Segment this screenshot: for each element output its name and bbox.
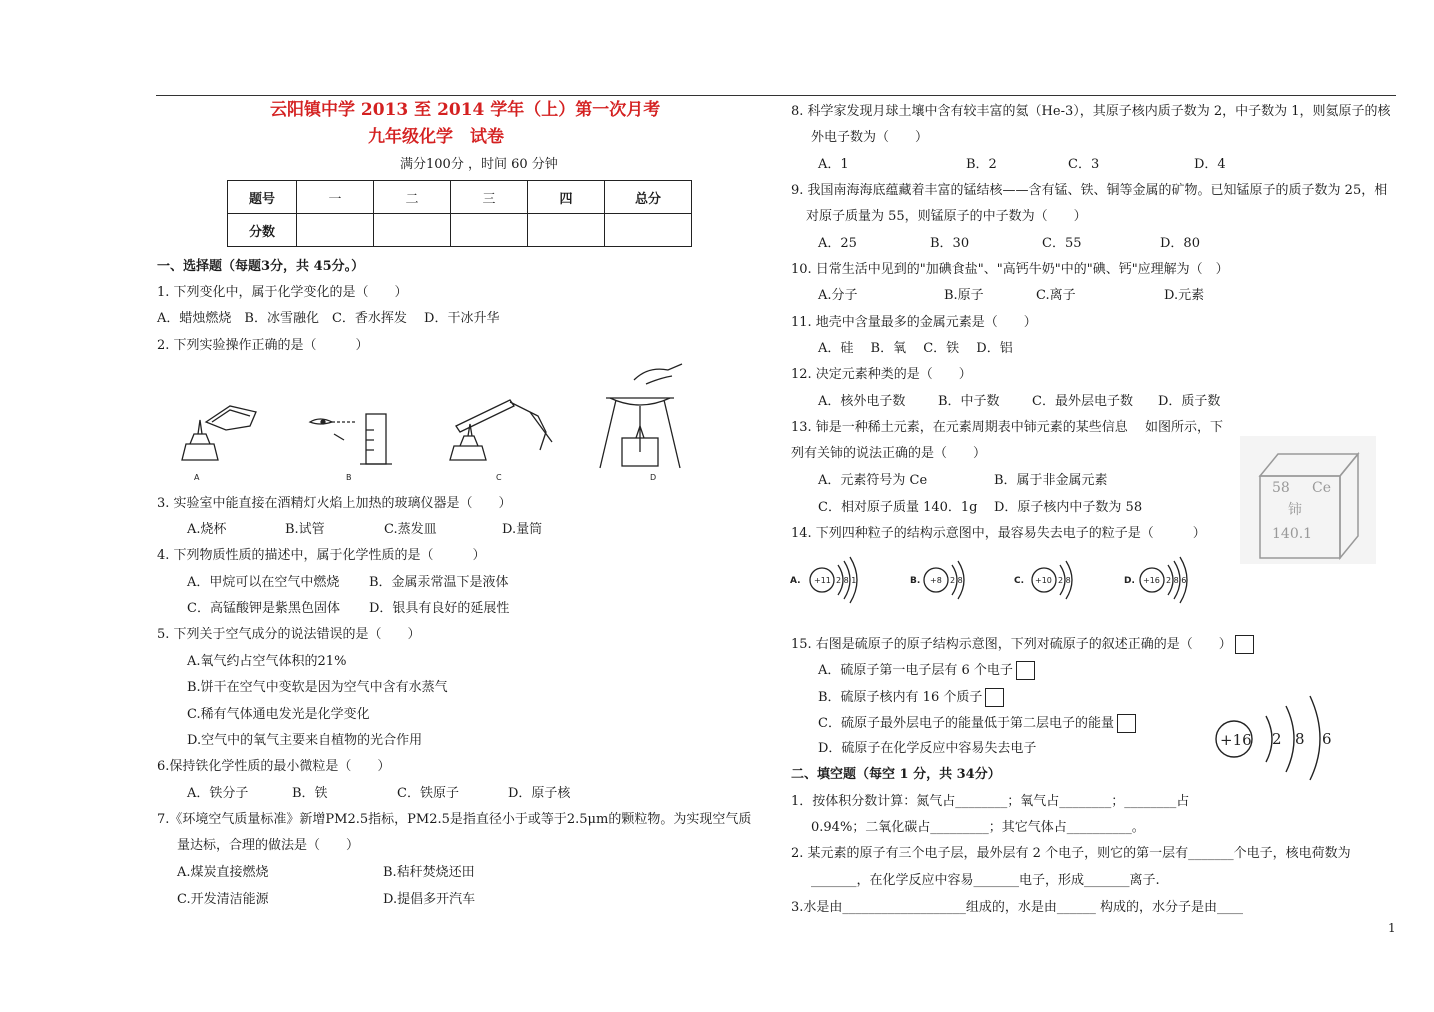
q7-option-b: B.秸秆焚烧还田 [383, 865, 475, 880]
sulfur-shell-1: 2 [1272, 730, 1282, 748]
fill1-line1: 1．按体积分数计算：氮气占________；氧气占________；________占 [791, 794, 1190, 809]
particle-electrons-c: 2 8 [1058, 576, 1071, 585]
score-cell: 四 [528, 181, 605, 214]
particle-label-a: A. [790, 576, 801, 586]
q15-option-b-text: B．硫原子核内有 16 个质子 [818, 690, 983, 705]
q8-stem-cont: 外电子数为（ ） [811, 130, 929, 145]
page-number: 1 [1388, 921, 1396, 935]
score-cell: 总分 [605, 181, 692, 214]
q4-option-a: A．甲烷可以在空气中燃烧 [187, 575, 340, 590]
q15-option-d: D．硫原子在化学反应中容易失去电子 [818, 741, 1037, 756]
q13-option-d: D．原子核内中子数为 58 [994, 500, 1143, 515]
q13-option-b: B．属于非金属元素 [994, 473, 1108, 488]
fill2-line2: _______，在化学反应中容易_______电子，形成_______离子. [811, 873, 1160, 888]
section2-heading: 二、填空题（每空 1 分，共 34分） [791, 767, 1001, 782]
q13-option-c: C．相对原子质量 140．1g [818, 500, 978, 515]
particle-structure-figure [790, 555, 1210, 610]
exam-info: 满分100分 ，时间 60 分钟 [400, 157, 558, 172]
element-name: 铈 [1288, 502, 1302, 518]
q7-stem: 7.《环境空气质量标准》新增PM2.5指标，PM2.5是指直径小于或等于2.5μm的颗粒物。为实现空气质 [157, 812, 752, 827]
q3-option-c: C.蒸发皿 [384, 522, 437, 537]
q3-option-a: A.烧杯 [187, 522, 227, 537]
cerium-element-card [1240, 436, 1380, 566]
q5-option-b: B.饼干在空气中变软是因为空气中含有水蒸气 [187, 680, 448, 695]
q10-option-a: A.分子 [818, 288, 858, 303]
q5-option-d: D.空气中的氧气主要来自植物的光合作用 [187, 733, 423, 748]
score-table [227, 180, 692, 247]
q9-option-c: C．55 [1042, 236, 1082, 251]
element-number: 58 [1272, 480, 1290, 496]
q15-option-a [818, 661, 1035, 680]
top-rule [156, 95, 1396, 96]
score-input-cell[interactable] [374, 214, 451, 247]
q9-option-b: B．30 [930, 236, 970, 251]
checkbox[interactable] [1117, 714, 1136, 733]
heating-test-tube-icon [450, 400, 552, 460]
q1-stem: 1. 下列变化中，属于化学变化的是（ ） [157, 285, 408, 300]
q8-option-d: D．4 [1194, 157, 1226, 172]
q10-stem: 10. 日常生活中见到的"加碘食盐"、"高钙牛奶"中的"碘、钙"应理解为（ ） [791, 262, 1229, 277]
score-table-score-row [228, 214, 692, 247]
element-mass: 140.1 [1272, 526, 1313, 542]
q15-stem [791, 635, 1254, 654]
score-input-cell[interactable] [297, 214, 374, 247]
fill3-line1: 3.水是由___________________组成的，水是由______ 构成的，水分子是由____ [791, 900, 1244, 915]
score-input-cell[interactable] [605, 214, 692, 247]
q11-options: A．硅 B．氧 C．铁 D．铝 [818, 341, 1013, 356]
q7-option-d: D.提倡多开汽车 [383, 892, 476, 907]
score-cell: 分数 [228, 214, 297, 247]
q13-stem: 13. 铈是一种稀土元素，在元素周期表中铈元素的某些信息 如图所示，下 [791, 420, 1223, 435]
q10-option-d: D.元素 [1164, 288, 1205, 303]
sulfur-shell-3: 6 [1322, 730, 1332, 748]
q7-option-a: A.煤炭直接燃烧 [177, 865, 269, 880]
particle-electrons-d: 2 8 6 [1166, 576, 1187, 585]
score-cell: 二 [374, 181, 451, 214]
q8-option-c: C．3 [1068, 157, 1100, 172]
figure-label-b: B [346, 473, 352, 482]
figure-label-a: A [194, 473, 200, 482]
q10-option-c: C.离子 [1036, 288, 1076, 303]
checkbox[interactable] [1016, 661, 1035, 680]
q2-stem: 2. 下列实验操作正确的是（ ） [157, 338, 369, 353]
particle-label-c: C. [1014, 576, 1025, 586]
q5-option-c: C.稀有气体通电发光是化学变化 [187, 707, 370, 722]
q8-option-b: B．2 [966, 157, 997, 172]
figure-label-c: C [496, 473, 502, 482]
lab-operations-figure [160, 360, 720, 485]
checkbox[interactable] [1235, 635, 1254, 654]
q8-option-a: A．1 [818, 157, 849, 172]
q13-stem-cont: 列有关铈的说法正确的是（ ） [791, 446, 987, 461]
q9-option-d: D．80 [1160, 236, 1200, 251]
q4-option-b: B．金属汞常温下是液体 [369, 575, 509, 590]
q10-option-b: B.原子 [944, 288, 984, 303]
score-input-cell[interactable] [451, 214, 528, 247]
q12-stem: 12. 决定元素种类的是（ ） [791, 367, 972, 382]
particle-nucleus-c: +10 [1035, 576, 1052, 585]
q1-options: A．蜡烛燃烧 B．冰雪融化 C．香水挥发 D．干冰升华 [157, 311, 500, 326]
fill2-line1: 2. 某元素的原子有三个电子层，最外层有 2 个电子，则它的第一层有_______个电子，核电荷数为 [791, 846, 1351, 861]
q5-stem: 5. 下列关于空气成分的说法错误的是（ ） [157, 627, 421, 642]
q12-option-d: D．质子数 [1158, 394, 1221, 409]
figure-label-d: D [650, 473, 657, 482]
q3-stem: 3. 实验室中能直接在酒精灯火焰上加热的玻璃仪器是（ ） [157, 496, 512, 511]
score-input-cell[interactable] [528, 214, 605, 247]
fill1-line2: 0.94%；二氧化碳占_________；其它气体占__________。 [811, 820, 1145, 835]
q15-option-c [818, 714, 1136, 733]
particle-nucleus-d: +16 [1143, 576, 1160, 585]
q6-option-b: B．铁 [292, 786, 328, 801]
q5-option-a: A.氧气约占空气体积的21% [187, 654, 347, 669]
q12-option-c: C．最外层电子数 [1032, 394, 1133, 409]
particle-electrons-a: 2 8 1 [836, 576, 857, 585]
score-cell: 三 [451, 181, 528, 214]
q9-option-a: A．25 [818, 236, 857, 251]
checkbox[interactable] [985, 688, 1004, 707]
alcohol-lamp-icon [182, 406, 256, 460]
q4-option-d: D．银具有良好的延展性 [369, 601, 510, 616]
section1-heading: 一、选择题（每题3分，共 45分。） [157, 259, 365, 274]
q6-option-c: C．铁原子 [397, 786, 459, 801]
q6-option-a: A．铁分子 [187, 786, 249, 801]
element-symbol: Ce [1312, 480, 1331, 496]
score-cell: 一 [297, 181, 374, 214]
particle-label-b: B. [910, 576, 921, 586]
q14-stem: 14. 下列四种粒子的结构示意图中，最容易失去电子的粒子是（ ） [791, 526, 1206, 541]
q9-stem-cont: 对原子质量为 55，则锰原子的中子数为（ ） [806, 209, 1087, 224]
evaporating-dish-icon [600, 364, 682, 468]
q12-option-b: B．中子数 [938, 394, 1000, 409]
q15-option-b [818, 688, 1004, 707]
q15-stem-text: 15. 右图是硫原子的原子结构示意图，下列对硫原子的叙述正确的是（ ） [791, 637, 1232, 652]
q7-stem-cont: 量达标，合理的做法是（ ） [177, 838, 360, 853]
exam-subtitle: 九年级化学 试卷 [368, 127, 504, 147]
sulfur-atom-diagram [1210, 694, 1340, 780]
measuring-cylinder-icon [310, 414, 392, 464]
exam-title: 云阳镇中学 2013 至 2014 学年（上）第一次月考 [270, 100, 661, 120]
particle-electrons-b: 2 8 [950, 576, 963, 585]
sulfur-nucleus: +16 [1220, 731, 1252, 749]
q11-stem: 11. 地壳中含量最多的金属元素是（ ） [791, 315, 1037, 330]
q7-option-c: C.开发清洁能源 [177, 892, 269, 907]
q12-option-a: A．核外电子数 [818, 394, 906, 409]
sulfur-shell-2: 8 [1295, 730, 1305, 748]
q13-option-a: A．元素符号为 Ce [818, 473, 928, 488]
q4-option-c: C．高锰酸钾是紫黑色固体 [187, 601, 340, 616]
q4-stem: 4. 下列物质性质的描述中，属于化学性质的是（ ） [157, 548, 486, 563]
q15-option-c-text: C．硫原子最外层电子的能量低于第二层电子的能量 [818, 716, 1114, 731]
particle-nucleus-b: +8 [930, 576, 942, 585]
q9-stem: 9. 我国南海海底蕴藏着丰富的锰结核——含有锰、铁、铜等金属的矿物。已知锰原子的质子数为 25，相 [791, 183, 1388, 198]
q3-option-b: B.试管 [285, 522, 325, 537]
q3-option-d: D.量筒 [502, 522, 543, 537]
particle-nucleus-a: +11 [814, 576, 831, 585]
score-table-header-row [228, 181, 692, 214]
q6-stem: 6.保持铁化学性质的最小微粒是（ ） [157, 759, 391, 774]
q6-option-d: D．原子核 [508, 786, 571, 801]
particle-label-d: D. [1124, 576, 1135, 586]
q8-stem: 8. 科学家发现月球土壤中含有较丰富的氦（He-3），其原子核内质子数为 2，中子数为 1，则氦原子的核 [791, 104, 1391, 119]
q15-option-a-text: A．硫原子第一电子层有 6 个电子 [818, 663, 1013, 678]
score-cell: 题号 [228, 181, 297, 214]
